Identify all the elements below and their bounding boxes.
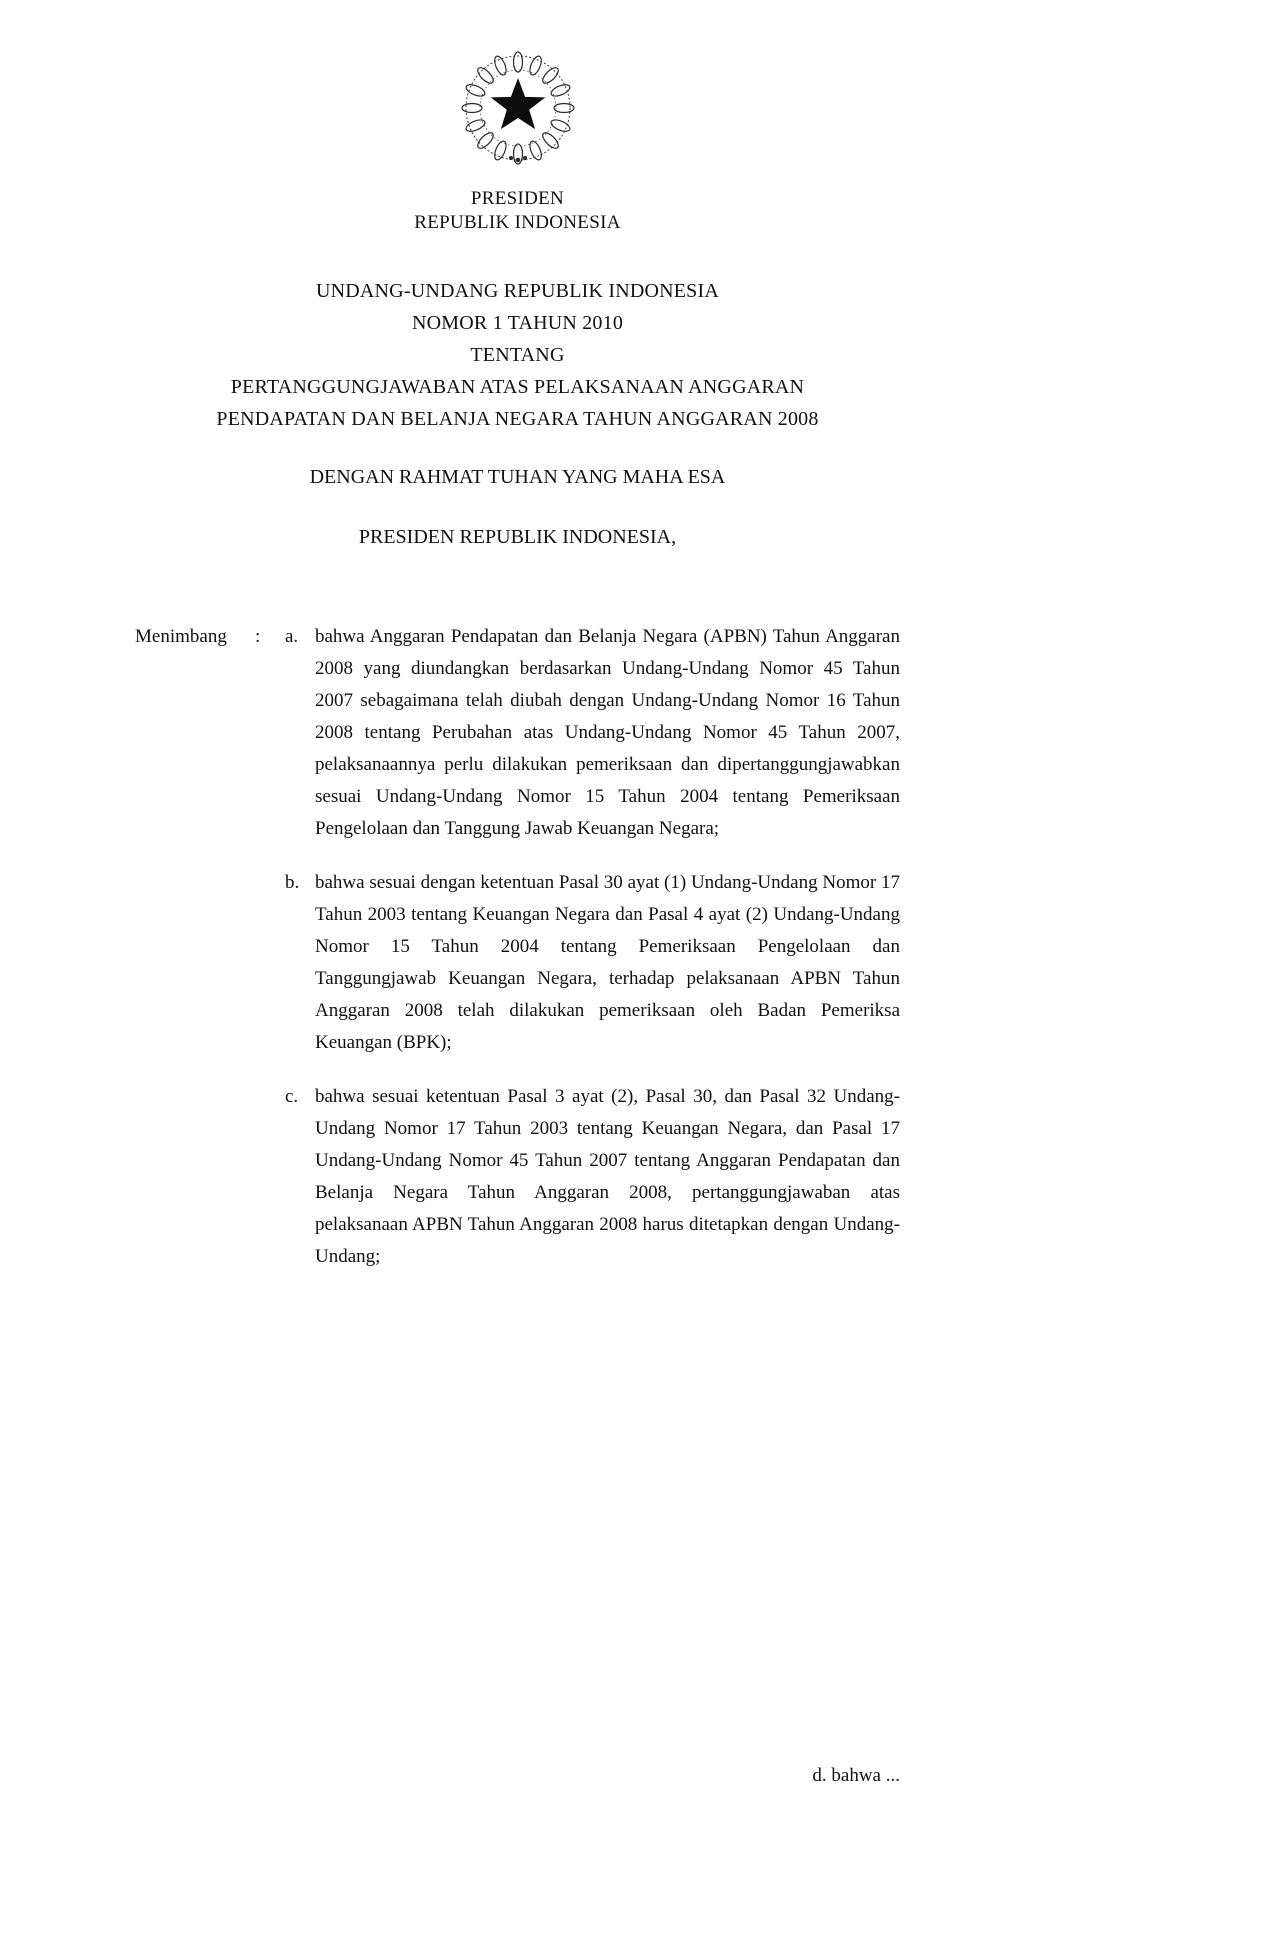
title-line-number: NOMOR 1 TAHUN 2010 xyxy=(411,312,624,334)
title-line-about: TENTANG xyxy=(470,344,565,366)
invocation-line: DENGAN RAHMAT TUHAN YANG MAHA ESA xyxy=(309,466,726,488)
consideration-item-c xyxy=(285,1081,900,1273)
consideration-item-b xyxy=(285,867,900,1059)
item-marker: c. xyxy=(285,1086,299,1107)
page-catchword: d. bahwa ... xyxy=(812,1765,900,1786)
consideration-item-a xyxy=(285,621,900,845)
considerations-colon: : xyxy=(255,626,261,647)
title-line-subject-1: PERTANGGUNGJAWABAN ATAS PELAKSANAAN ANGGARAN xyxy=(230,376,805,398)
document-title xyxy=(135,275,900,435)
item-text: bahwa sesuai ketentuan Pasal 3 ayat (2), Pasal 30, dan Pasal 32 Undang-Undang Nomor 17 Tahun 2003 tentang Keuangan Negara, dan Pasal 17 Undang-Undang Nomor 45 Tahun 2007 tentang Anggaran Pendapatan dan Belanja Negara Tahun Anggaran 2008, pertanggungjawaban atas pelaksanaan APBN Tahun Anggaran 2008 harus ditetapkan dengan Undang-Undang; xyxy=(315,1086,900,1267)
seal-container xyxy=(135,45,900,177)
presidential-seal-icon xyxy=(457,45,579,177)
title-line-law: UNDANG-UNDANG REPUBLIK INDONESIA xyxy=(315,280,720,302)
org-header-line1: PRESIDEN xyxy=(470,188,565,209)
item-marker: b. xyxy=(285,872,300,893)
title-line-subject-2: PENDAPATAN DAN BELANJA NEGARA TAHUN ANGGARAN 2008 xyxy=(216,408,819,430)
considerations-label: Menimbang xyxy=(135,626,227,647)
org-header-line2: REPUBLIK INDONESIA xyxy=(414,212,621,233)
org-header xyxy=(135,187,900,235)
item-text: bahwa sesuai dengan ketentuan Pasal 30 ayat (1) Undang-Undang Nomor 17 Tahun 2003 tentang Keuangan Negara dan Pasal 4 ayat (2) Undang-Undang Nomor 15 Tahun 2004 tentang Pemeriksaan Pengelolaan dan Tanggungjawab Keuangan Negara, terhadap pelaksanaan APBN Tahun Anggaran 2008 telah dilakukan pemeriksaan oleh Badan Pemeriksa Keuangan (BPK); xyxy=(315,872,900,1053)
star-icon xyxy=(490,78,545,129)
document-content xyxy=(135,45,900,1295)
considerations-block xyxy=(135,621,900,1295)
considerations-items xyxy=(285,621,900,1295)
salutation-line: PRESIDEN REPUBLIK INDONESIA, xyxy=(358,526,677,548)
item-text: bahwa Anggaran Pendapatan dan Belanja Negara (APBN) Tahun Anggaran 2008 yang diundangkan berdasarkan Undang-Undang Nomor 45 Tahun 2007 sebagaimana telah diubah dengan Undang-Undang Nomor 16 Tahun 2008 tentang Perubahan atas Undang-Undang Nomor 45 Tahun 2007, pelaksanaannya perlu dilakukan pemeriksaan dan dipertanggungjawabkan sesuai Undang-Undang Nomor 15 Tahun 2004 tentang Pemeriksaan Pengelolaan dan Tanggung Jawab Keuangan Negara; xyxy=(315,626,900,839)
item-marker: a. xyxy=(285,626,299,647)
